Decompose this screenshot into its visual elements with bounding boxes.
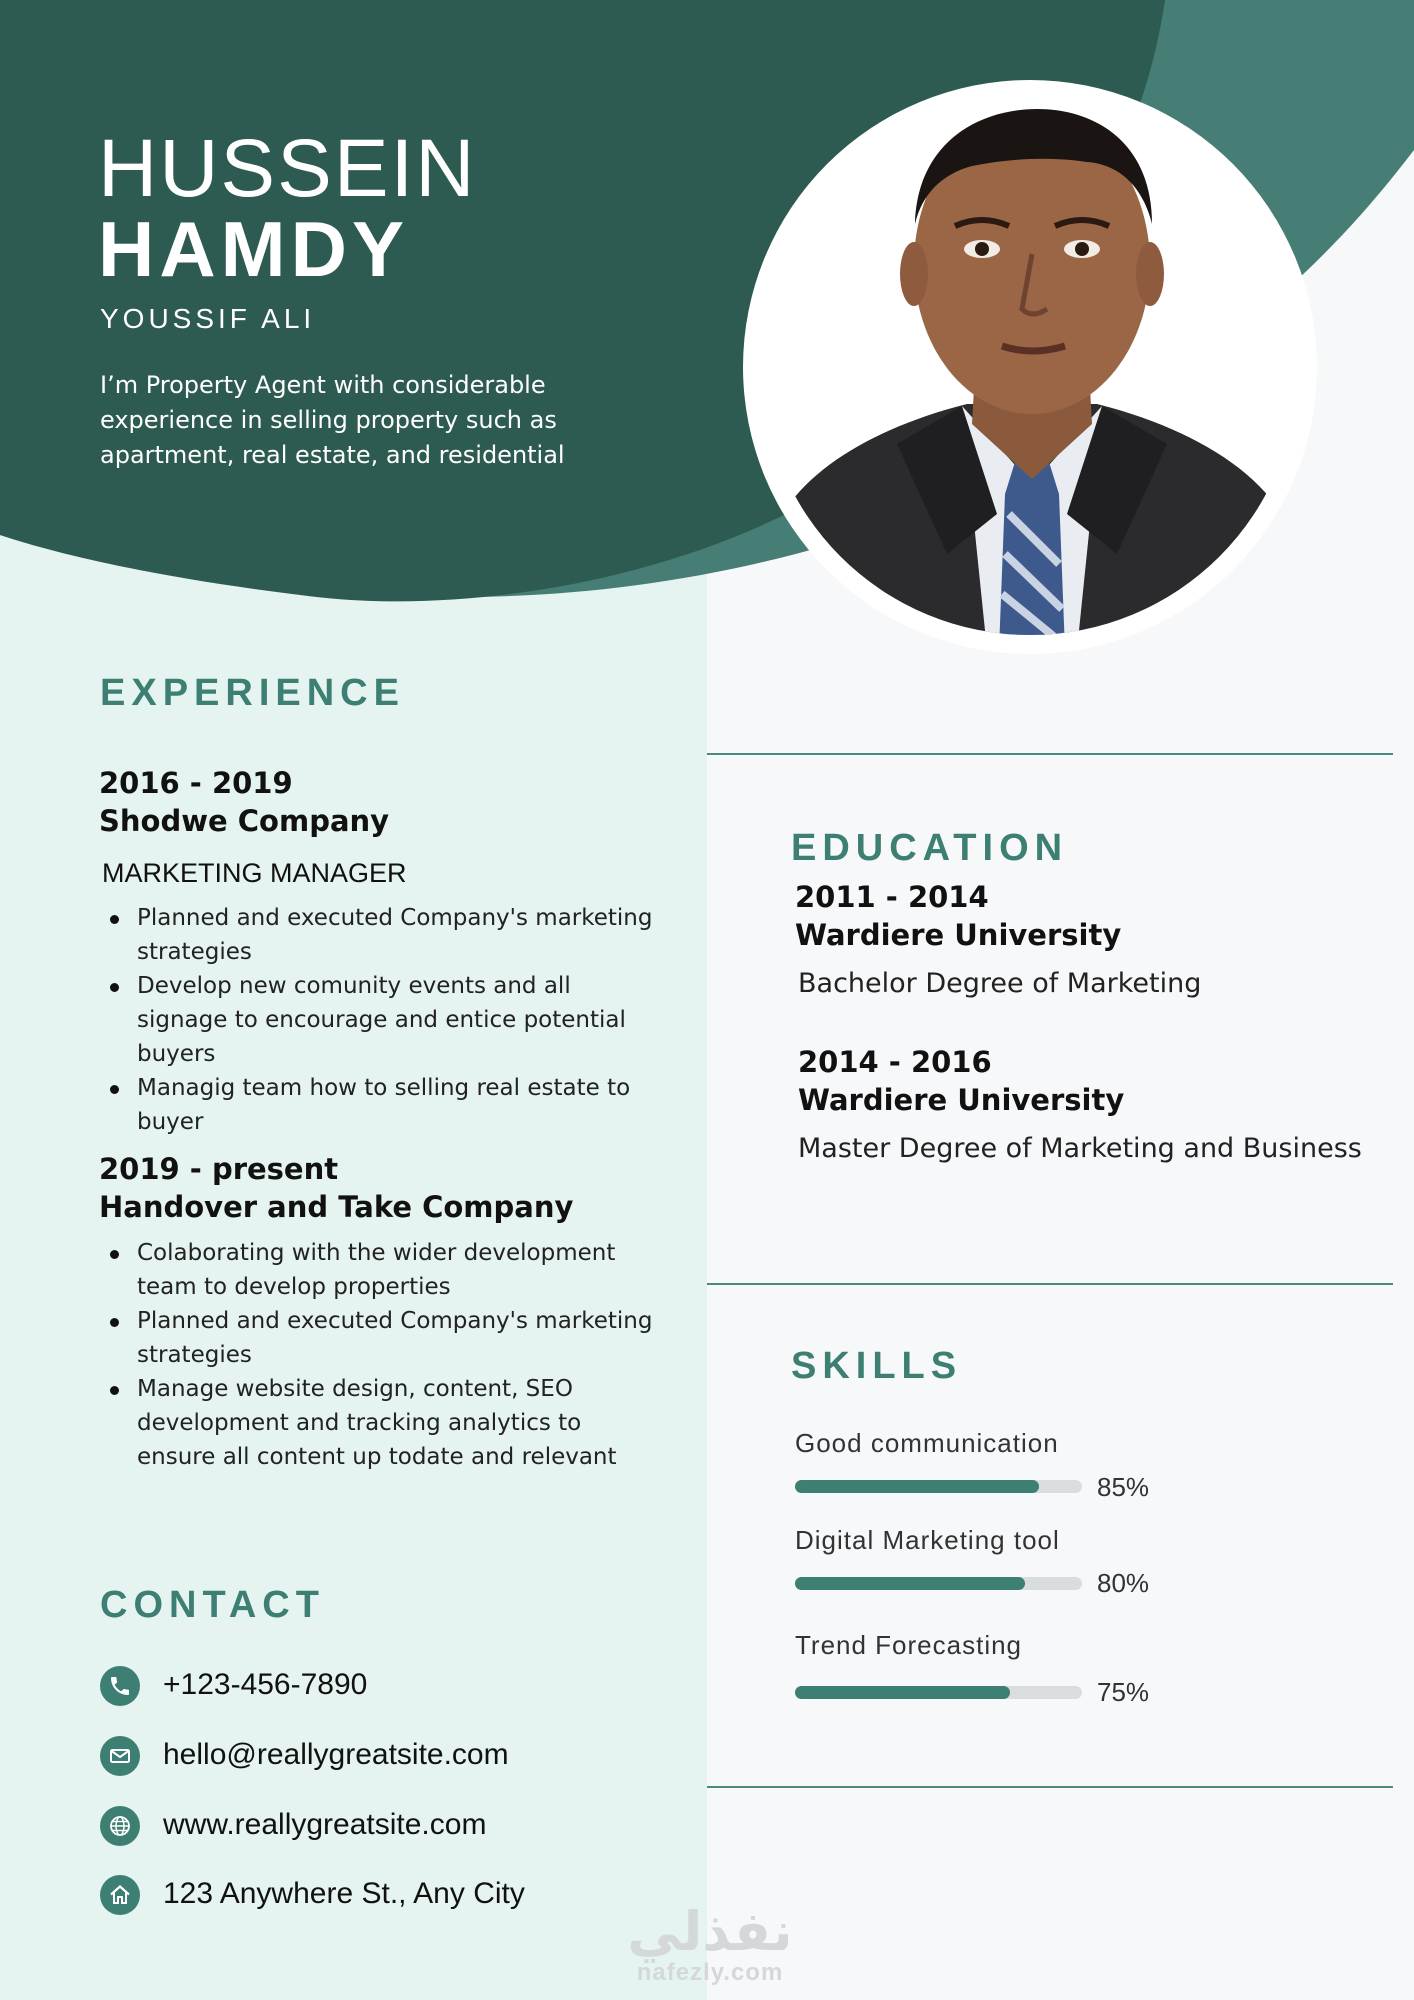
contact-heading: CONTACT — [100, 1584, 325, 1626]
list-item: Manage website design, content, SEO development and tracking analytics to ensure all content up todate and relevant — [99, 1372, 659, 1474]
job-period: 2019 - present — [99, 1152, 339, 1186]
list-item: Colaborating with the wider development team to develop properties — [99, 1236, 659, 1304]
job-entry — [99, 1152, 659, 1474]
divider — [707, 1786, 1393, 1788]
skill-bar — [795, 1577, 1082, 1590]
globe-icon — [100, 1806, 140, 1846]
education-heading: EDUCATION — [791, 827, 1069, 869]
skill-bar-fill — [795, 1480, 1039, 1493]
list-item: Managig team how to selling real estate to buyer — [99, 1071, 659, 1139]
divider — [707, 1283, 1393, 1285]
watermark-arabic: نفذلي — [627, 1900, 793, 1963]
contact-website[interactable]: www.reallygreatsite.com — [163, 1808, 487, 1841]
education-entry — [798, 1045, 1388, 1164]
middle-name: YOUSSIF ALI — [100, 303, 316, 334]
first-name: HUSSEIN — [98, 123, 477, 214]
skill-bar — [795, 1686, 1082, 1699]
skill-percent: 85% — [1097, 1472, 1150, 1502]
mail-icon — [100, 1736, 140, 1776]
watermark-latin: nafezly.com — [636, 1959, 784, 1986]
divider — [707, 753, 1393, 755]
skill-bar-fill — [795, 1577, 1025, 1590]
experience-heading: EXPERIENCE — [100, 672, 405, 714]
contact-email[interactable]: hello@reallygreatsite.com — [163, 1738, 509, 1771]
watermark — [620, 1900, 800, 1987]
profile-summary: I’m Property Agent with considerable experience in selling property such as apartment, real estate, and residential — [100, 371, 565, 469]
skill-bar — [795, 1480, 1082, 1493]
contact-phone[interactable]: +123-456-7890 — [163, 1668, 368, 1701]
skill-bar-fill — [795, 1686, 1010, 1699]
education-degree: Bachelor Degree of Marketing — [798, 968, 1202, 999]
education-degree: Master Degree of Marketing and Business — [798, 1133, 1362, 1164]
job-role: MARKETING MANAGER — [102, 858, 407, 888]
job-bullets — [99, 1236, 659, 1474]
skill-name: Trend Forecasting — [795, 1630, 1023, 1660]
skill-name: Good communication — [795, 1428, 1059, 1458]
skills-heading: SKILLS — [791, 1345, 963, 1387]
list-item: Planned and executed Company's marketing strategies — [99, 1304, 659, 1372]
education-entry — [795, 880, 1355, 999]
education-period: 2014 - 2016 — [798, 1045, 992, 1079]
skill-name: Digital Marketing tool — [795, 1525, 1060, 1555]
home-icon — [100, 1875, 140, 1915]
contact-address: 123 Anywhere St., Any City — [163, 1877, 525, 1910]
education-school: Wardiere University — [795, 918, 1122, 952]
job-period: 2016 - 2019 — [99, 766, 293, 800]
list-item: Planned and executed Company's marketing strategies — [99, 901, 659, 969]
last-name: HAMDY — [98, 205, 409, 293]
skill-percent: 80% — [1097, 1568, 1150, 1598]
list-item: Develop new comunity events and all signage to encourage and entice potential buyers — [99, 969, 659, 1071]
job-company: Handover and Take Company — [99, 1190, 574, 1224]
job-entry — [99, 766, 659, 1139]
job-company: Shodwe Company — [99, 804, 390, 838]
job-bullets — [99, 901, 659, 1139]
phone-icon — [100, 1666, 140, 1706]
education-period: 2011 - 2014 — [795, 880, 989, 914]
education-school: Wardiere University — [798, 1083, 1125, 1117]
profile-photo — [747, 84, 1313, 650]
skill-percent: 75% — [1097, 1677, 1150, 1707]
